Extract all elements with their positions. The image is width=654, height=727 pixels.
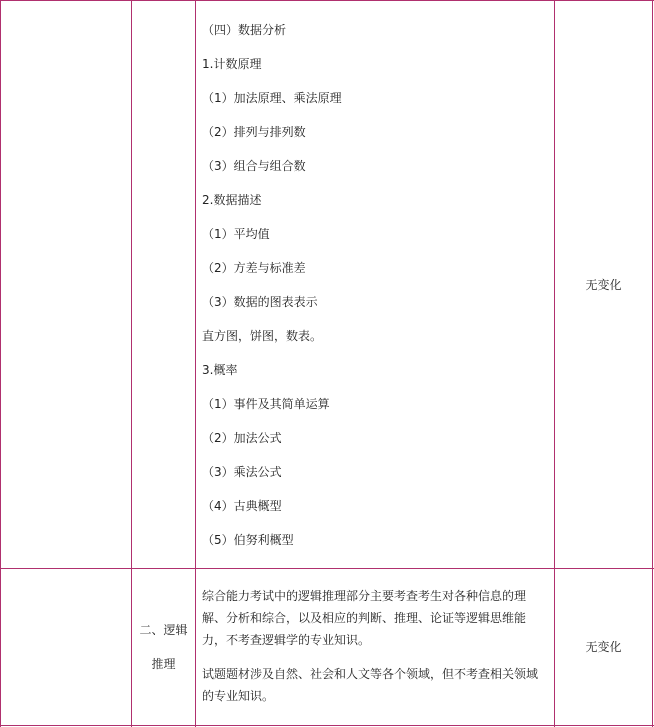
- row-divider: [0, 568, 654, 569]
- content-line: （四）数据分析: [202, 23, 287, 37]
- content-line: （2）排列与排列数: [202, 125, 306, 139]
- content-line: （3）乘法公式: [202, 465, 282, 479]
- column-divider: [195, 0, 196, 727]
- content-line: （1）加法原理、乘法原理: [202, 91, 342, 105]
- column-divider: [554, 0, 555, 727]
- content-line: （3）组合与组合数: [202, 159, 306, 173]
- content-line: 2.数据描述: [202, 193, 262, 207]
- table-border-bottom: [0, 725, 654, 726]
- content-line: （3）数据的图表表示: [202, 295, 318, 309]
- content-line: 直方图，饼图，数表。: [202, 329, 323, 343]
- row2-paragraph-2: 试题题材涉及自然、社会和人文等各个领域，但不考查相关领域的专业知识。: [202, 667, 539, 703]
- table-border-top: [0, 0, 654, 1]
- table-border-left: [0, 0, 1, 727]
- row2-paragraph-1: 综合能力考试中的逻辑推理部分主要考查考生对各种信息的理解、分析和综合，以及相应的判断、推理、论证等逻辑思维能力，不考查逻辑学的专业知识。: [202, 589, 527, 647]
- table-border-right: [652, 0, 653, 727]
- content-line: （2）加法公式: [202, 431, 282, 445]
- content-line: （5）伯努利概型: [202, 533, 294, 547]
- row2-status: 无变化: [585, 640, 622, 654]
- row2-title-line1: 二、逻辑: [139, 623, 188, 637]
- row1-status: 无变化: [585, 278, 622, 292]
- content-line: （1）事件及其简单运算: [202, 397, 330, 411]
- content-line: （2）方差与标准差: [202, 261, 306, 275]
- row2-title-line2: 推理: [151, 657, 176, 671]
- column-divider: [131, 0, 132, 727]
- content-line: （1）平均值: [202, 227, 270, 241]
- content-line: 3.概率: [202, 363, 238, 377]
- content-line: （4）古典概型: [202, 499, 282, 513]
- content-line: 1.计数原理: [202, 57, 262, 71]
